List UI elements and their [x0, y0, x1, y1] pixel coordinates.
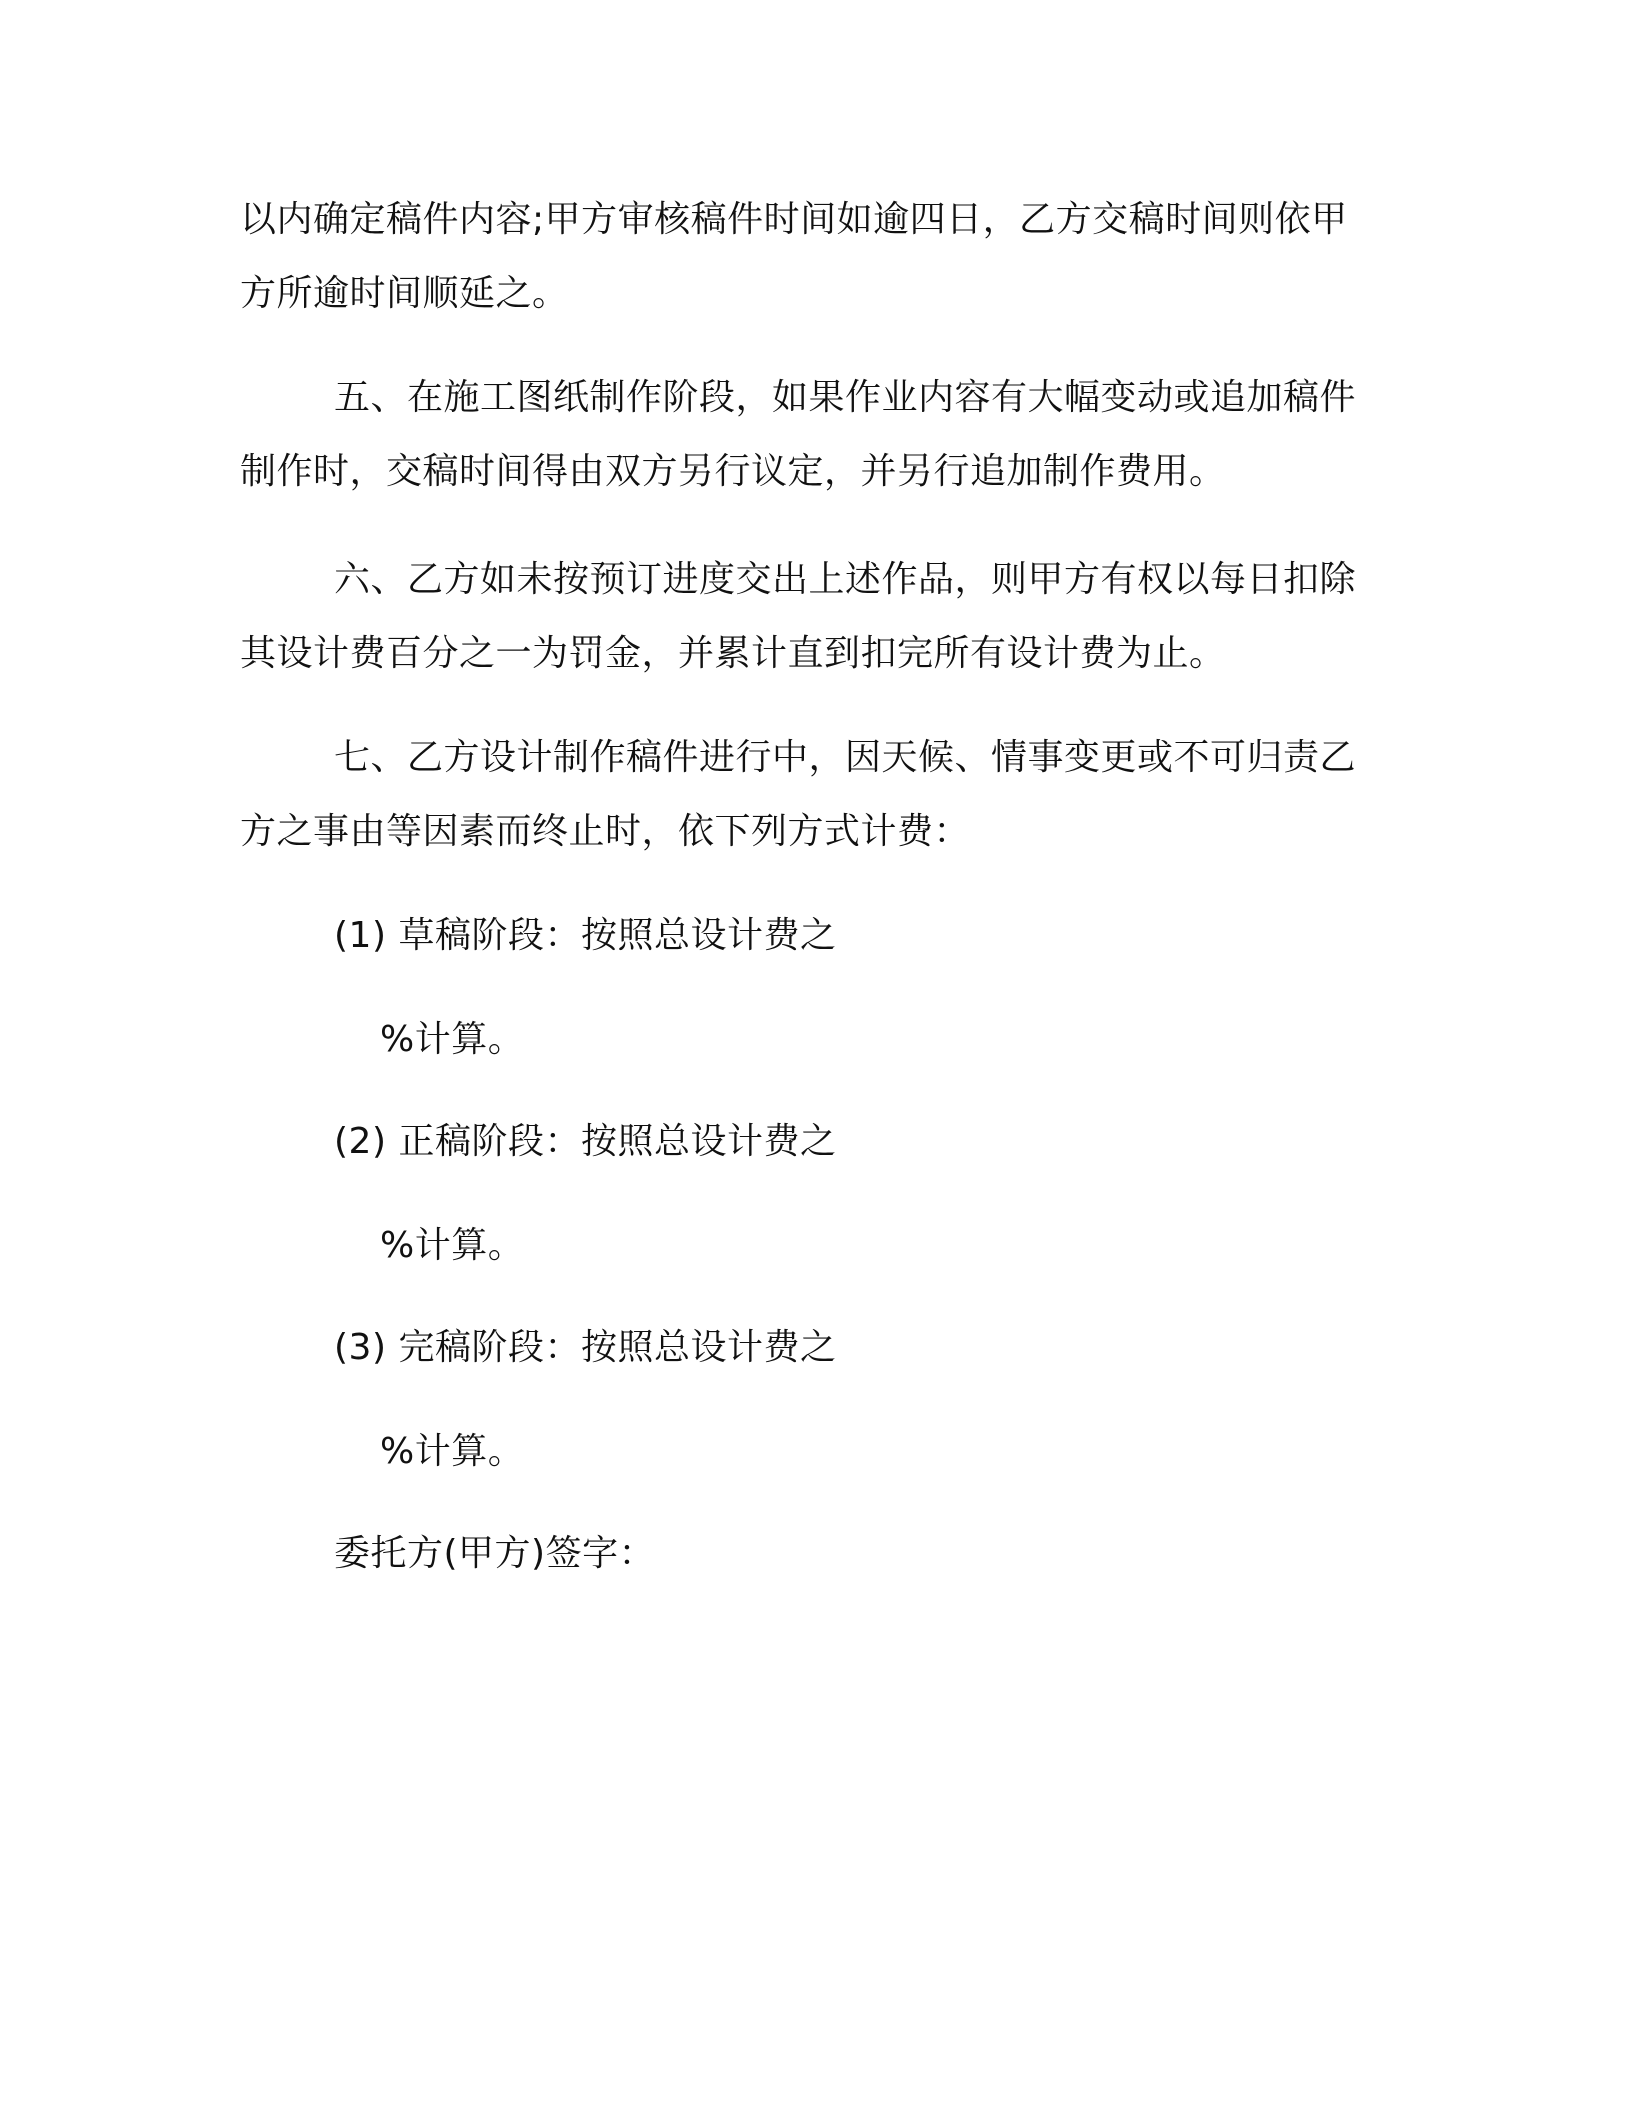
list-item-2-label: (2) 正稿阶段：按照总设计费之: [334, 1121, 837, 1162]
paragraph-5-line-2: 制作时，交稿时间得由双方另行议定，并另行追加制作费用。: [240, 451, 1226, 492]
paragraph-7-line-2: 方之事由等因素而终止时，依下列方式计费：: [240, 811, 971, 852]
paragraph-6-line-1: 六、乙方如未按预订进度交出上述作品，则甲方有权以每日扣除: [334, 559, 1357, 600]
paragraph-5-line-1: 五、在施工图纸制作阶段，如果作业内容有大幅变动或追加稿件: [334, 377, 1357, 418]
paragraph-7-line-1: 七、乙方设计制作稿件进行中，因天候、情事变更或不可归责乙: [334, 737, 1357, 778]
list-item-2-suffix: %计算。: [380, 1225, 525, 1266]
list-item-3-suffix: %计算。: [380, 1431, 525, 1472]
signature-label: 委托方(甲方)签字：: [334, 1533, 656, 1574]
paragraph-4-line-2: 方所逾时间顺延之。: [240, 273, 569, 314]
list-item-3-label: (3) 完稿阶段：按照总设计费之: [334, 1327, 837, 1368]
paragraph-6-line-2: 其设计费百分之一为罚金，并累计直到扣完所有设计费为止。: [240, 633, 1226, 674]
list-item-1-label: (1) 草稿阶段：按照总设计费之: [334, 915, 837, 956]
paragraph-4-line-1: 以内确定稿件内容;甲方审核稿件时间如逾四日，乙方交稿时间则依甲: [240, 199, 1348, 240]
list-item-1-suffix: %计算。: [380, 1019, 525, 1060]
